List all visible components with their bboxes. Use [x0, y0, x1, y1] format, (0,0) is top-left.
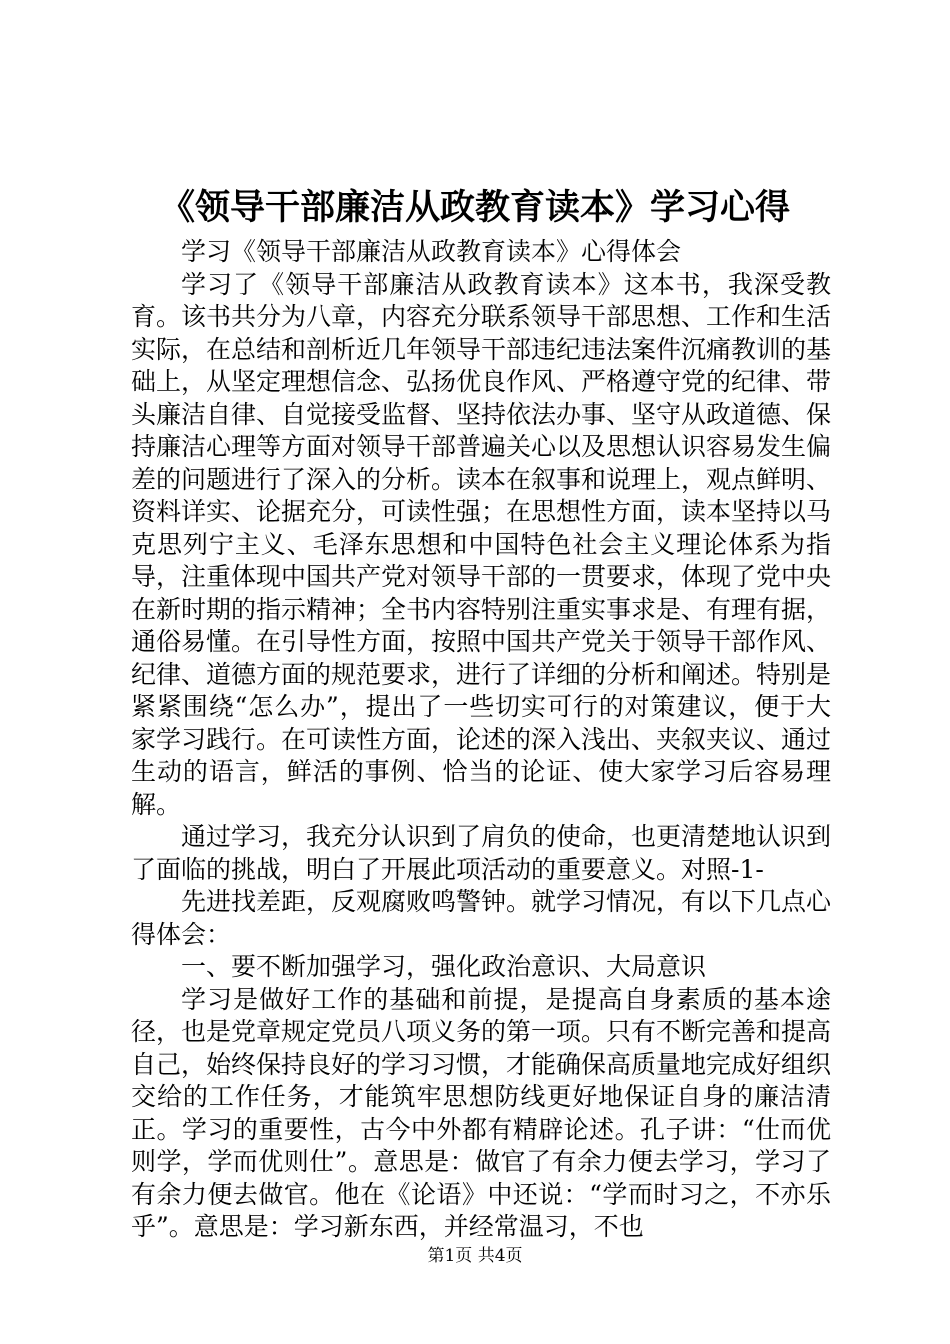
document-title: 《领导干部廉洁从政教育读本》学习心得 — [159, 187, 790, 228]
page-footer: 第1页 共4页 — [427, 1246, 523, 1266]
paragraph-study: 学习是做好工作的基础和前提，是提高自身素质的基本途径，也是党章规定党员八项义务的第一项。只有不断完善和提高自己，始终保持良好的学习习惯，才能确保高质量地完成好组织交给的工作任务，才能筑牢思想防线更好地保证自身的廉洁清正。学习的重要性，古今中外都有精辟论述。孔子讲：“仕而优则学，学而优则仕”。意思是：做官了有余力便去学习，学习了有余力便去做官。他在《论语》中还说：“学而时习之，不亦乐乎”。意思是：学习新东西，并经常温习，不也 — [131, 984, 832, 1241]
document-body — [131, 236, 831, 1244]
paragraph-learning: 通过学习，我充分认识到了肩负的使命，也更清楚地认识到了面临的挑战，明白了开展此项活动的重要意义。对照-1- — [131, 822, 832, 884]
paragraph-subtitle: 学习《领导干部廉洁从政教育读本》心得体会 — [181, 237, 682, 266]
paragraph-intro: 学习了《领导干部廉洁从政教育读本》这本书，我深受教育。该书共分为八章，内容充分联系领导干部思想、工作和生活实际，在总结和剖析近几年领导干部违纪违法案件沉痛教训的基础上，从坚定理想信念、弘扬优良作风、严格遵守党的纪律、带头廉洁自律、自觉接受监督、坚持依法办事、坚守从政道德、保持廉洁心理等方面对领导干部普遍关心以及思想认识容易发生偏差的问题进行了深入的分析。读本在叙事和说理上，观点鲜明、资料详实、论据充分，可读性强；在思想性方面，读本坚持以马克思列宁主义、毛泽东思想和中国特色社会主义理论体系为指导，注重体现中国共产党对领导干部的一贯要求，体现了党中央在新时期的指示精神；全书内容特别注重实事求是、有理有据，通俗易懂。在引导性方面，按照中国共产党关于领导干部作风、纪律、道德方面的规范要求，进行了详细的分析和阐述。特别是紧紧围绕“怎么办”，提出了一些切实可行的对策建议，便于大家学习践行。在可读性方面，论述的深入浅出、夹叙夹议、通过生动的语言，鲜活的事例、恰当的论证、使大家学习后容易理解。 — [131, 269, 832, 819]
section-heading-1: 一、要不断加强学习，强化政治意识、大局意识 — [181, 952, 707, 981]
paragraph-experience: 先进找差距，反观腐败鸣警钟。就学习情况，有以下几点心得体会： — [131, 887, 832, 949]
